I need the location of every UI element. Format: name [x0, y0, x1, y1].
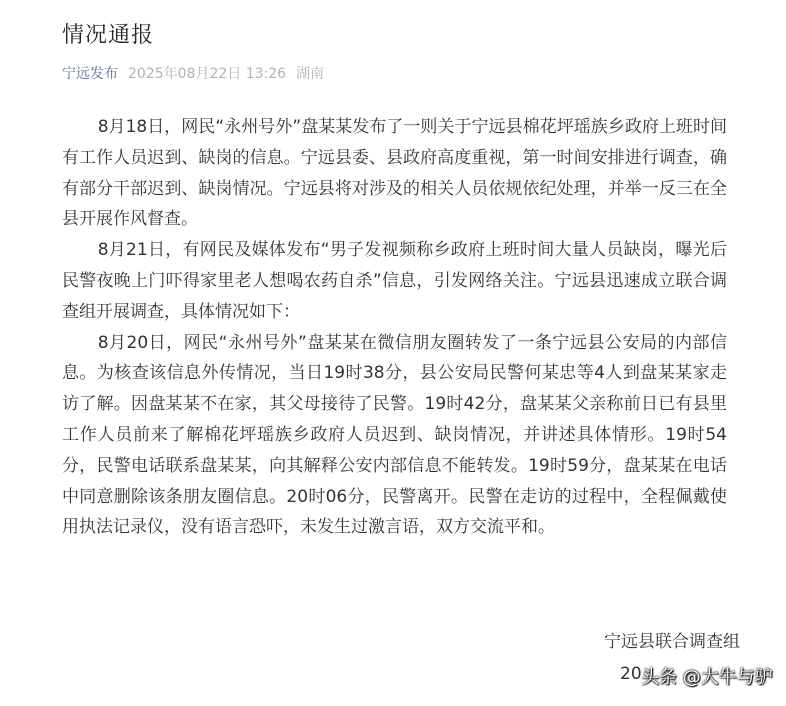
- article-meta: [62, 63, 324, 83]
- issuer-signature: 宁远县联合调查组: [604, 632, 740, 652]
- publish-region: 湖南: [296, 66, 325, 82]
- account-name-link[interactable]: 宁远发布: [62, 66, 118, 82]
- article-paragraph-3: 8月20日，网民“永州号外”盘某某在微信朋友圈转发了一条宁远县公安局的内部信息。为核查该信息外传情况，当日19时38分，县公安局民警何某忠等4人到盘某某家走访了解。因盘某某不在家，其父母接待了民警。19时42分，盘某某父亲称前日已有县里工作人员前来了解棉花坪瑶族乡政府人员迟到、缺岗情况，并讲述具体情形。19时54分，民警电话联系盘某某，向其解释公安内部信息不能转发。19时59分，盘某某在电话中同意删除该条朋友圈信息。20时06分，民警离开。民警在走访的过程中，全程佩戴使用执法记录仪，没有语言恐吓，未发生过激言语，双方交流平和。: [62, 332, 727, 538]
- article-paragraph-1: 8月18日，网民“永州号外”盘某某发布了一则关于宁远县棉花坪瑶族乡政府上班时间有工作人员迟到、缺岗的信息。宁远县委、县政府高度重视，第一时间安排进行调查，确有部分干部迟到、缺岗情况。宁远县将对涉及的相关人员依规依纪处理，并举一反三在全县开展作风督查。: [62, 117, 727, 230]
- article-paragraph-2: 8月21日，有网民及媒体发布“男子发视频称乡政府上班时间大量人员缺岗，曝光后民警夜晚上门吓得家里老人想喝农药自杀”信息，引发网络关注。宁远县迅速成立联合调查组开展调查，具体情况如下：: [62, 240, 727, 322]
- issue-date-partial: 20: [620, 664, 642, 684]
- article-body: [62, 112, 727, 543]
- source-watermark: 头条 @大牛与驴: [641, 667, 773, 688]
- article-title: 情况通报: [62, 23, 155, 48]
- publish-time: 2025年08月22日 13:26: [128, 66, 287, 82]
